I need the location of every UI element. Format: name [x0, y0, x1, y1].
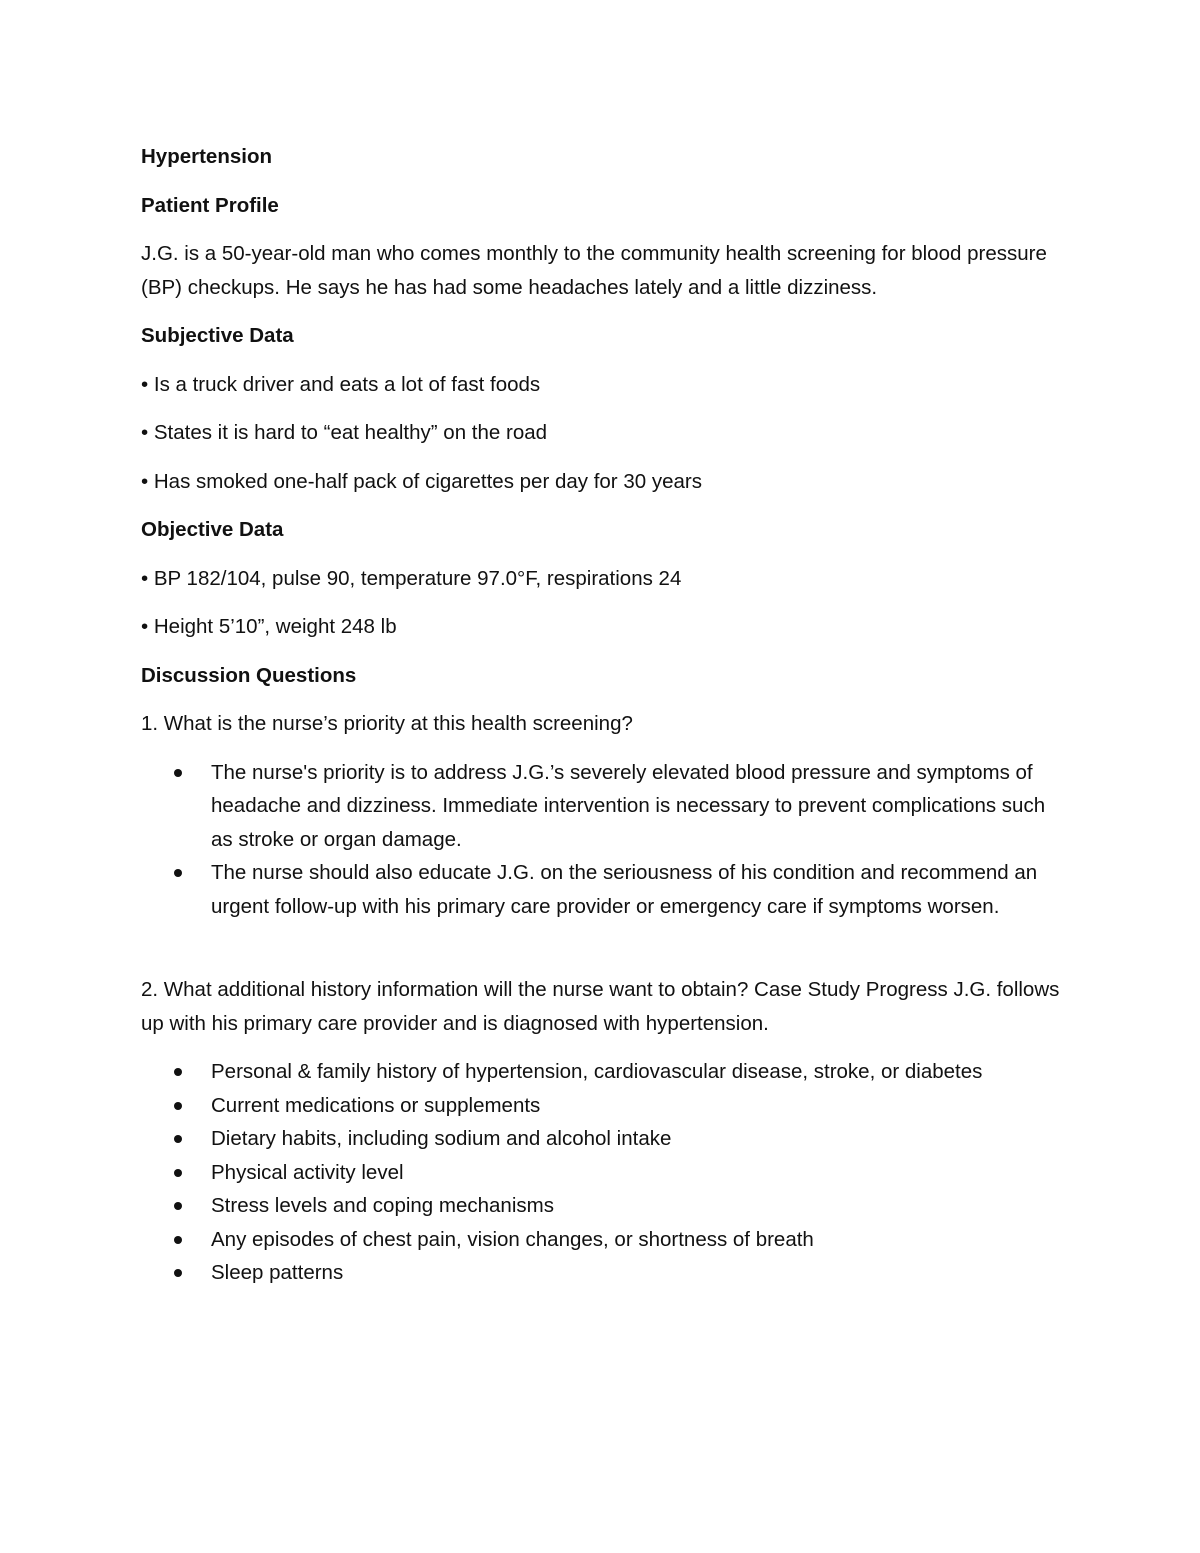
answer-text: Sleep patterns — [211, 1261, 344, 1284]
bullet-icon — [174, 1068, 182, 1076]
answer-item — [141, 856, 1061, 923]
subjective-item: • States it is hard to “eat healthy” on the road — [141, 421, 548, 444]
objective-data-heading: Objective Data — [141, 518, 284, 541]
answer-text: Any episodes of chest pain, vision changes, or shortness of breath — [211, 1227, 814, 1251]
bullet-icon — [174, 769, 182, 777]
answer-text: Stress levels and coping mechanisms — [211, 1194, 554, 1217]
question-2-answer-list — [141, 1055, 1061, 1290]
answer-item — [141, 1256, 1061, 1290]
question-1-answer-list — [141, 756, 1061, 924]
answer-item — [141, 1089, 1061, 1123]
bullet-icon — [174, 1102, 182, 1110]
objective-item: • Height 5’10”, weight 248 lb — [141, 615, 397, 638]
bullet-icon — [174, 1135, 182, 1143]
answer-text: Personal & family history of hypertension, cardiovascular disease, stroke, or diabetes — [211, 1060, 983, 1083]
bullet-icon — [174, 1236, 182, 1244]
patient-profile-text: J.G. is a 50-year-old man who comes monthly to the community health screening for blood pressure (BP) checkups. He says he has had some headaches lately and a little dizziness. — [141, 242, 1047, 299]
question-1: 1. What is the nurse’s priority at this health screening? — [141, 712, 633, 735]
bullet-icon — [174, 1202, 182, 1210]
answer-text: Current medications or supplements — [211, 1093, 541, 1117]
objective-item: • BP 182/104, pulse 90, temperature 97.0°F, respirations 24 — [141, 566, 682, 590]
answer-item — [141, 1122, 1061, 1156]
subjective-data-heading: Subjective Data — [141, 324, 294, 347]
subjective-item: • Has smoked one-half pack of cigarettes per day for 30 years — [141, 469, 702, 493]
document-title: Hypertension — [141, 145, 272, 168]
answer-text: Dietary habits, including sodium and alcohol intake — [211, 1127, 672, 1150]
answer-item — [141, 1223, 1061, 1257]
bullet-icon — [174, 869, 182, 877]
document-body — [141, 140, 1061, 1290]
bullet-icon — [174, 1169, 182, 1177]
answer-item — [141, 1156, 1061, 1190]
bullet-icon — [174, 1269, 182, 1277]
answer-text: The nurse's priority is to address J.G.’s severely elevated blood pressure and symptoms of headache and dizziness. Immediate intervention is necessary to prevent complications such as stroke or organ damage. — [211, 760, 1046, 851]
answer-item — [141, 756, 1061, 857]
subjective-item: • Is a truck driver and eats a lot of fast foods — [141, 372, 541, 396]
answer-item — [141, 1055, 1061, 1089]
answer-text: The nurse should also educate J.G. on the seriousness of his condition and recommend an urgent follow-up with his primary care provider or emergency care if symptoms worsen. — [211, 861, 1038, 918]
patient-profile-heading: Patient Profile — [141, 193, 279, 217]
answer-item — [141, 1189, 1061, 1223]
question-2: 2. What additional history information will the nurse want to obtain? Case Study Progress J.G. follows up with his primary care provider and is diagnosed with hypertension. — [141, 978, 1060, 1035]
answer-text: Physical activity level — [211, 1160, 404, 1184]
discussion-questions-heading: Discussion Questions — [141, 663, 357, 687]
